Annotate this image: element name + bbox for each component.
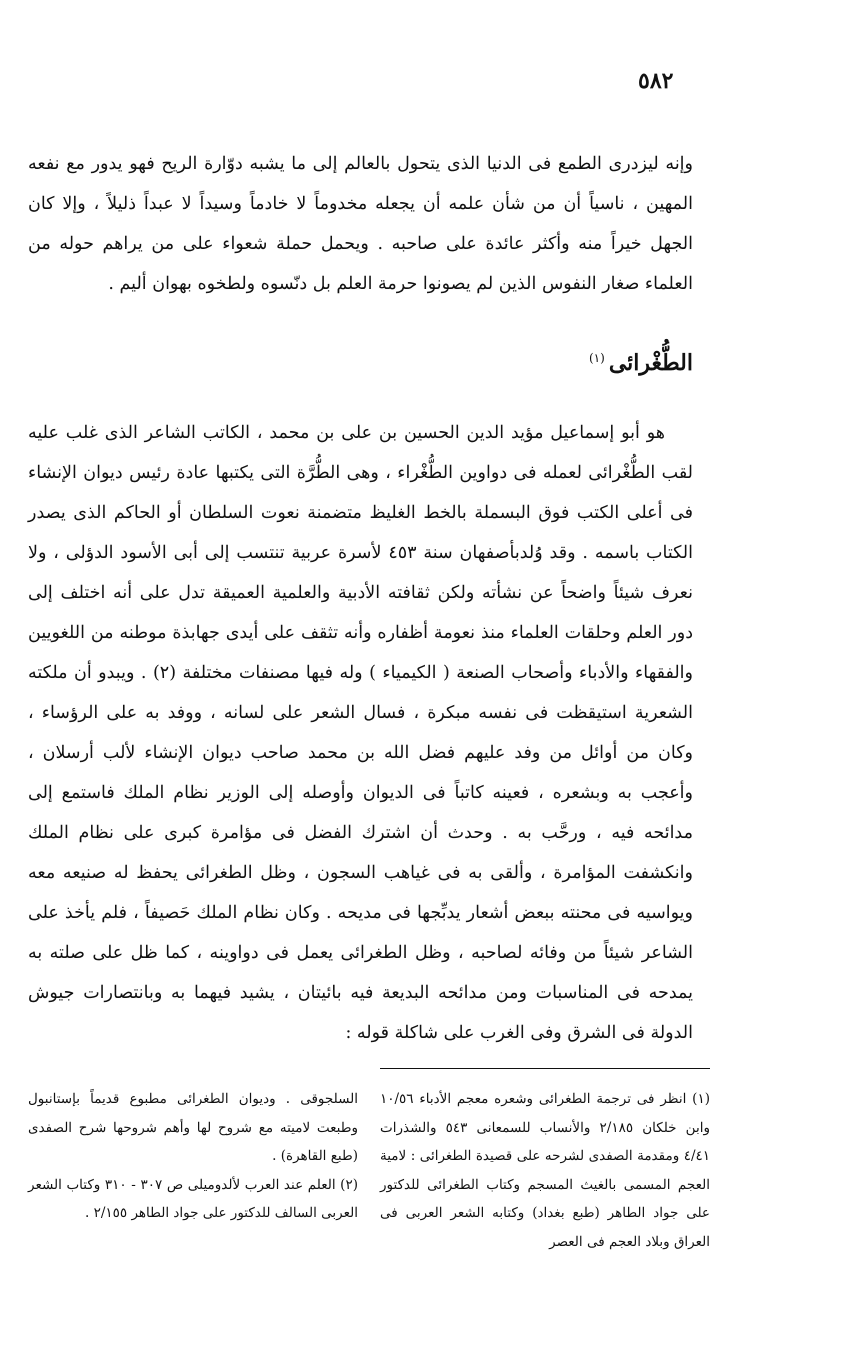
paragraph-main: هو أبو إسماعيل مؤيد الدين الحسين بن على بن محمد ، الكاتب الشاعر الذى غلب عليه لقب الطُّغْرائى لعمله فى دواوين الطُّغْراء ، وهى الطُّرَّة التى يكتبها عادة رئيس ديوان الإنشاء فى أعلى الكتب فوق البسملة بالخط الغليظ متضمنة نعوت السلطان أو الحاكم الذى يصدر الكتاب باسمه . وقد وُلدبأصفهان سنة ٤٥٣ لأسرة عربية تنتسب إلى أبى الأسود الدؤلى ، ولا نعرف شيئاً واضحاً عن نشأته ولكن ثقافته الأدبية والعلمية العميقة تدل على أنه اختلف إلى دور العلم وحلقات العلماء منذ نعومة أظفاره وأنه تثقف على أيدى جهابذة موطنه من اللغويين والفقهاء والأدباء وأصحاب الصنعة ( الكيمياء ) وله فيها مصنفات مختلفة (٢) . ويبدو أن ملكته الشعرية استيقظت فى نفسه مبكرة ، فسال الشعر على لسانه ، ووفد به على الرؤساء ، وكان من أوائل من وفد عليهم فضل الله بن محمد صاحب ديوان الإنشاء لألب أرسلان ، وأعجب به وبشعره ، فعينه كاتباً فى الديوان وأوصله إلى الوزير نظام الملك فاستمع إلى مدائحه فيه ، ورحَّب به . وحدث أن اشترك الفضل فى مؤامرة كبرى على نظام الملك وانكشفت المؤامرة ، وألقى به فى غياهب السجون ، وظل الطغرائى يحفظ له صنيعه معه ويواسيه فى محنته ببعض أشعار يدبِّجها فى مديحه . وكان نظام الملك حَصيفاً ، فلم يأخذ على الشاعر شيئاً من وفائه لصاحبه ، وظل الطغرائى يعمل فى دواوينه ، كما ظل على صلته به يمدحه فى المناسبات ومن مدائحه البديعة فيه بائيتان ، يشيد فيهما به وبانتصارات جيوش الدولة فى الشرق وفى الغرب على شاكلة قوله : (28, 422, 694, 1043)
section-heading-text: الطُّغْرائى (608, 350, 693, 376)
footnote-marker: (١) (588, 350, 605, 365)
footnote-divider (380, 1068, 710, 1069)
footnote-1: (١) انظر فى ترجمة الطغرائى وشعره معجم الأدباء ١٠/٥٦ وابن خلكان ٢/١٨٥ والأنساب للسمعانى ٥٤٣ والشذرات ٤/٤١ ومقدمة الصفدى لشرحه على قصيدة الطغرائى : لامية العجم المسمى بالغيث المسجم وكتاب الطغرائى للدكتور على جواد الطاهر (طبع بغداد) وكتابه الشعر العربى فى العراق وبلاد العجم فى العصر (380, 1091, 710, 1250)
footnote-2: (٢) العلم عند العرب لألدوميلى ص ٣٠٧ - ٣١٠ وكتاب الشعر العربى السالف للدكتور على جواد الطاهر ٢/١٥٥ . (28, 1176, 358, 1221)
page-number: ٥٨٢ (638, 68, 674, 94)
footnotes-right-column (380, 1085, 710, 1256)
paragraph-intro: وإنه ليزدرى الطمع فى الدنيا الذى يتحول بالعالم إلى ما يشبه دوّارة الريح فهو يدور مع نفعه المهين ، ناسياً أن من شأن علمه أن يجعله مخدوماً لا خادماً وسيداً لا عبداً ذليلاً ، وإلا كان الجهل خيراً منه وأكثر عائدة على صاحبه . ويحمل حملة شعواء على من يراهم حوله من العلماء صغار النفوس الذين لم يصونوا حرمة العلم بل دنّسوه ولطخوه بهوان أليم . (28, 153, 693, 294)
footnotes-left-column (28, 1085, 358, 1228)
footnote-1-continued: السلجوقى . وديوان الطغرائى مطبوع قديماً بإستانبول وطبعت لاميته مع شروح لها وأهم شروحها شرح الصفدى (طبع القاهرة) . (28, 1091, 358, 1164)
section-heading (589, 350, 693, 376)
